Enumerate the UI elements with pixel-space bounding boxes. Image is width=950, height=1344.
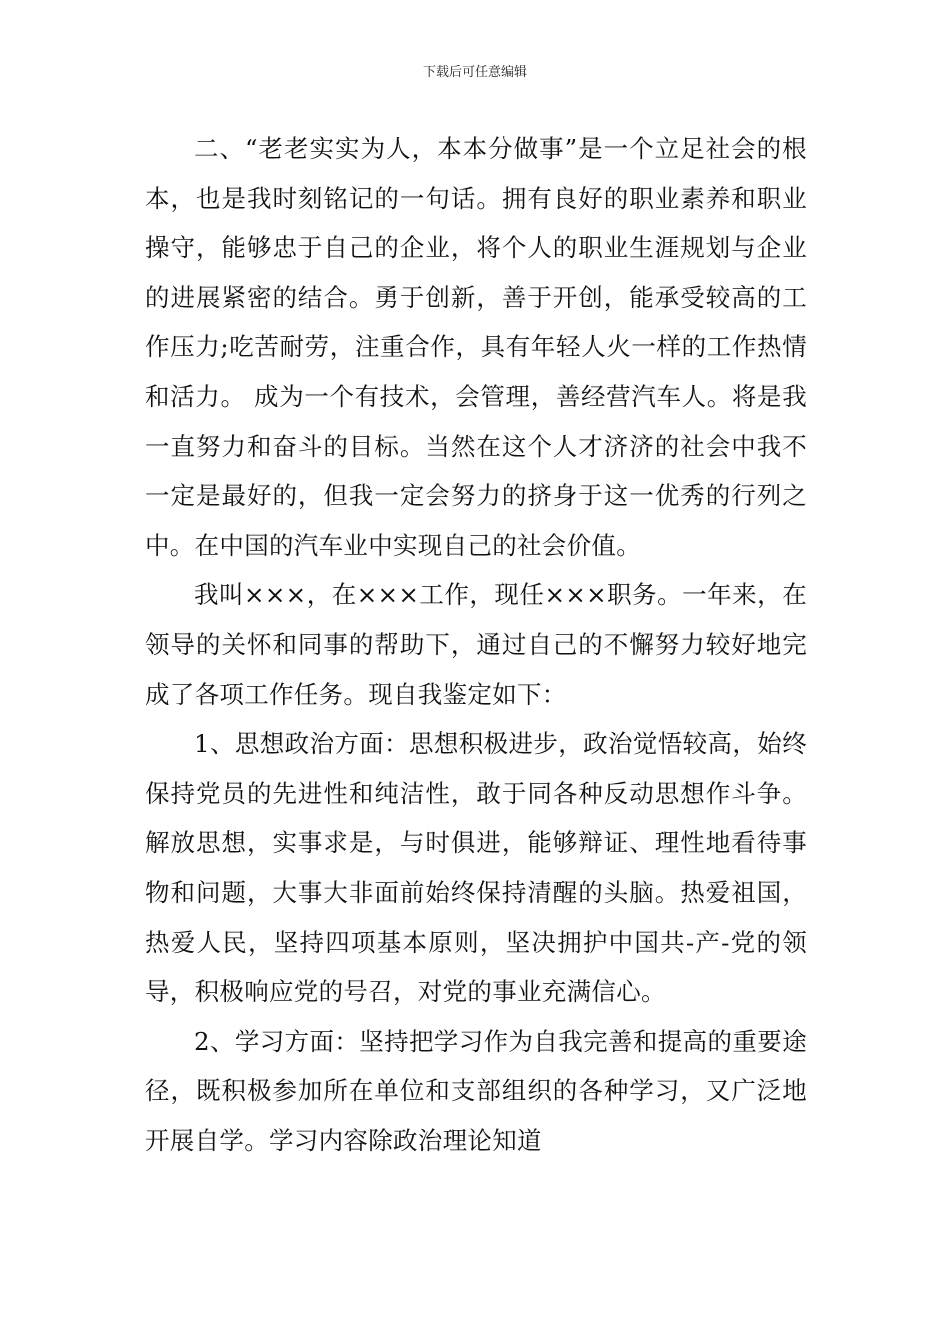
paragraph-introduction: 我叫×××，在×××工作，现任×××职务。一年来，在领导的关怀和同事的帮助下，通过自己的不懈努力较好地完成了各项工作任务。现自我鉴定如下： [145, 580, 807, 709]
page-header: 下载后可任意编辑 [422, 65, 527, 80]
paragraph-career-goals: 二、“老老实实为人，本本分做事”是一个立足社会的根本，也是我时刻铭记的一句话。拥有良好的职业素养和职业操守，能够忠于自己的企业，将个人的职业生涯规划与企业的进展紧密的结合。勇于创新，善于开创，能承受较高的工作压力;吃苦耐劳，注重合作，具有年轻人火一样的工作热情和活力。 成为一个有技术，会管理，善经营汽车人。将是我一直努力和奋斗的目标。当然在这个人才济济的社会中我不一定是最好的，但我一定会努力的挤身于这一优秀的行列之中。在中国的汽车业中实现自己的社会价值。 [145, 134, 807, 560]
paragraph-study: 2、学习方面：坚持把学习作为自我完善和提高的重要途径，既积极参加所在单位和支部组织的各种学习，又广泛地开展自学。学习内容除政治理论知道 [145, 1026, 807, 1155]
paragraph-political-thought: 1、思想政治方面：思想积极进步，政治觉悟较高，始终保持党员的先进性和纯洁性，敢于同各种反动思想作斗争。解放思想，实事求是，与时俱进，能够辩证、理性地看待事物和问题，大事大非面前始终保持清醒的头脑。热爱祖国，热爱人民，坚持四项基本原则，坚决拥护中国共-产-党的领导，积极响应党的号召，对党的事业充满信心。 [145, 729, 807, 1007]
document-body [145, 124, 807, 1165]
